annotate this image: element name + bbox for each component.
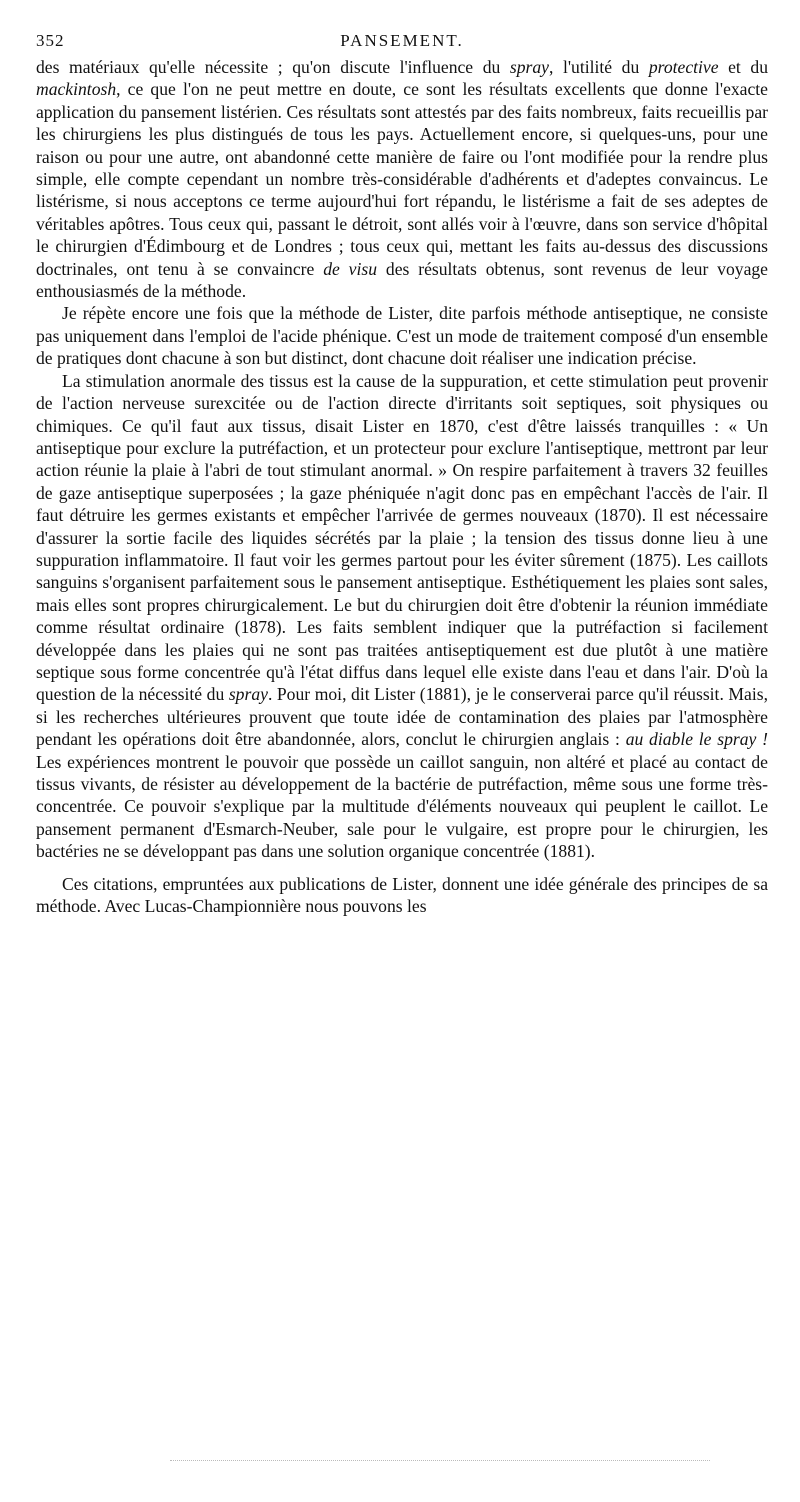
italic-text: protective [648, 57, 719, 77]
italic-text: mackintosh [36, 79, 117, 100]
italic-text: spray [509, 57, 549, 77]
paragraph-text: La stimulation anormale des tissus est la cause de la suppuration, et cette stimulation peut provenir de l'action nerveuse surexcitée ou de l'action directe d'irritants soit septiques, soit physiques ou chimiques. Ce qu'il faut aux tissus, disait Lister en 1870, c'est d'être laissés tranquilles : « Un antiseptique pour exclure la putréfaction, et un protecteur pour exclure l'antiseptique, mettront par leur action réunie la plaie à l'abri de tout stimulant anormal. » On respire parfaitement à travers 32 feuilles de gaze antiseptique superposées ; la gaze phéniquée n'agit donc pas en empêchant l'accès de l'air. Il faut détruire les germes existants et empêcher l'arrivée de germes nouveaux (1870). Il est nécessaire d'assurer la sortie facile des liquides sécrétés par la plaie ; la tension des tissus donne lieu à une suppuration inflammatoire. Il faut voir les germes partout pour les éviter sûrement (1875). Les caillots sanguins s'organisent parfaitement sous le pansement antiseptique. Esthétiquement les plaies sont sales, mais elles sont propres chirurgicalement. Le but du chirurgien doit être d'obtenir la réunion immédiate comme résultat ordinaire (1878). Les faits semblent indiquer que la putréfaction si facilement développée dans les plaies qui ne sont pas traitées antiseptiquement est due plutôt à une matière septique sous forme concentrée qu'à l'état diffus dans lequel elle existe dans l'eau et dans l'air. D'où la question de la nécessité du [36, 370, 768, 705]
paragraph-1 [36, 56, 768, 302]
paragraph-text: , l'utilité du [548, 57, 649, 77]
paragraph-text: Ces citations, empruntées aux publications de Lister, donnent une idée générale des principes de sa méthode. Avec Lucas-Championnière nous pouvons les [36, 873, 768, 917]
italic-text: de visu [323, 258, 378, 279]
paragraph-text: Je répète encore une fois que la méthode de Lister, dite parfois méthode antiseptique, ne consiste pas uniquement dans l'emploi de l'acide phénique. C'est un mode de traitement composé d'un ensemble de pratiques dont chacune à son but distinct, dont chacune doit réaliser une indication précise. [36, 303, 768, 369]
paragraph-text: , ce que l'on ne peut mettre en doute, ce sont les résultats excellents que donne l'exacte application du pansement listérien. Ces résultats sont attestés par des faits nombreux, faits recueillis par les chirurgiens les plus distingués de tous les pays. Actuellement encore, si quelques-uns, pour une raison ou pour une autre, ont abandonné cette manière de faire ou l'ont modifiée pour la rendre plus simple, elle compte cependant un nombre très-considérable d'adhérents et d'adeptes convaincus. Le listérisme, si nous acceptons ce terme aujourd'hui fort répandu, le listérisme a fait de ses adeptes de véritables apôtres. Tous ceux qui, passant le détroit, sont allés voir à l'œuvre, dans son service d'hôpital le chirurgien d'Édimbourg et de Londres ; tous ceux qui, mettant les faits au-dessus des discussions doctrinales, ont tenu à se convaincre [36, 79, 768, 279]
paragraph-2 [36, 302, 768, 369]
running-head [36, 30, 768, 56]
paragraph-text: des matériaux qu'elle nécessite ; qu'on discute l'influence du [36, 57, 510, 77]
paragraph-text: . Pour moi, dit Lister (1881), je le conserverai parce qu'il réussit. Mais, si les recherches ultérieures prouvent que toute idée de contamination des plaies par l'atmosphère pendant les opérations doit être abandonnée, alors, conclut le chirurgien anglais : [36, 684, 768, 750]
paragraph-text: des résultats obtenus, sont revenus de leur voyage enthousiasmés de la méthode. [36, 258, 768, 302]
body-text [36, 56, 768, 917]
paragraph-text: et du [718, 57, 768, 77]
italic-text: au diable le spray ! [625, 729, 768, 750]
running-title: PANSEMENT. [340, 31, 464, 50]
bottom-dotted-rule [170, 1460, 710, 1461]
page-number: 352 [36, 31, 65, 50]
document-page [36, 30, 768, 917]
paragraph-text: Les expériences montrent le pouvoir que possède un caillot sanguin, non altéré et placé au contact de tissus vivants, de résister au développement de la bactérie de putréfaction, même sous une forme très-concentrée. Ce pouvoir s'explique par la multitude d'éléments nouveaux qui peuplent le caillot. Le pansement permanent d'Esmarch-Neuber, sale pour le vulgaire, est propre pour le chirurgien, les bactéries ne se développant pas dans une solution organique concentrée (1881). [36, 751, 768, 862]
paragraph-4 [36, 873, 768, 918]
italic-text: spray [228, 684, 268, 705]
paragraph-3 [36, 370, 768, 863]
